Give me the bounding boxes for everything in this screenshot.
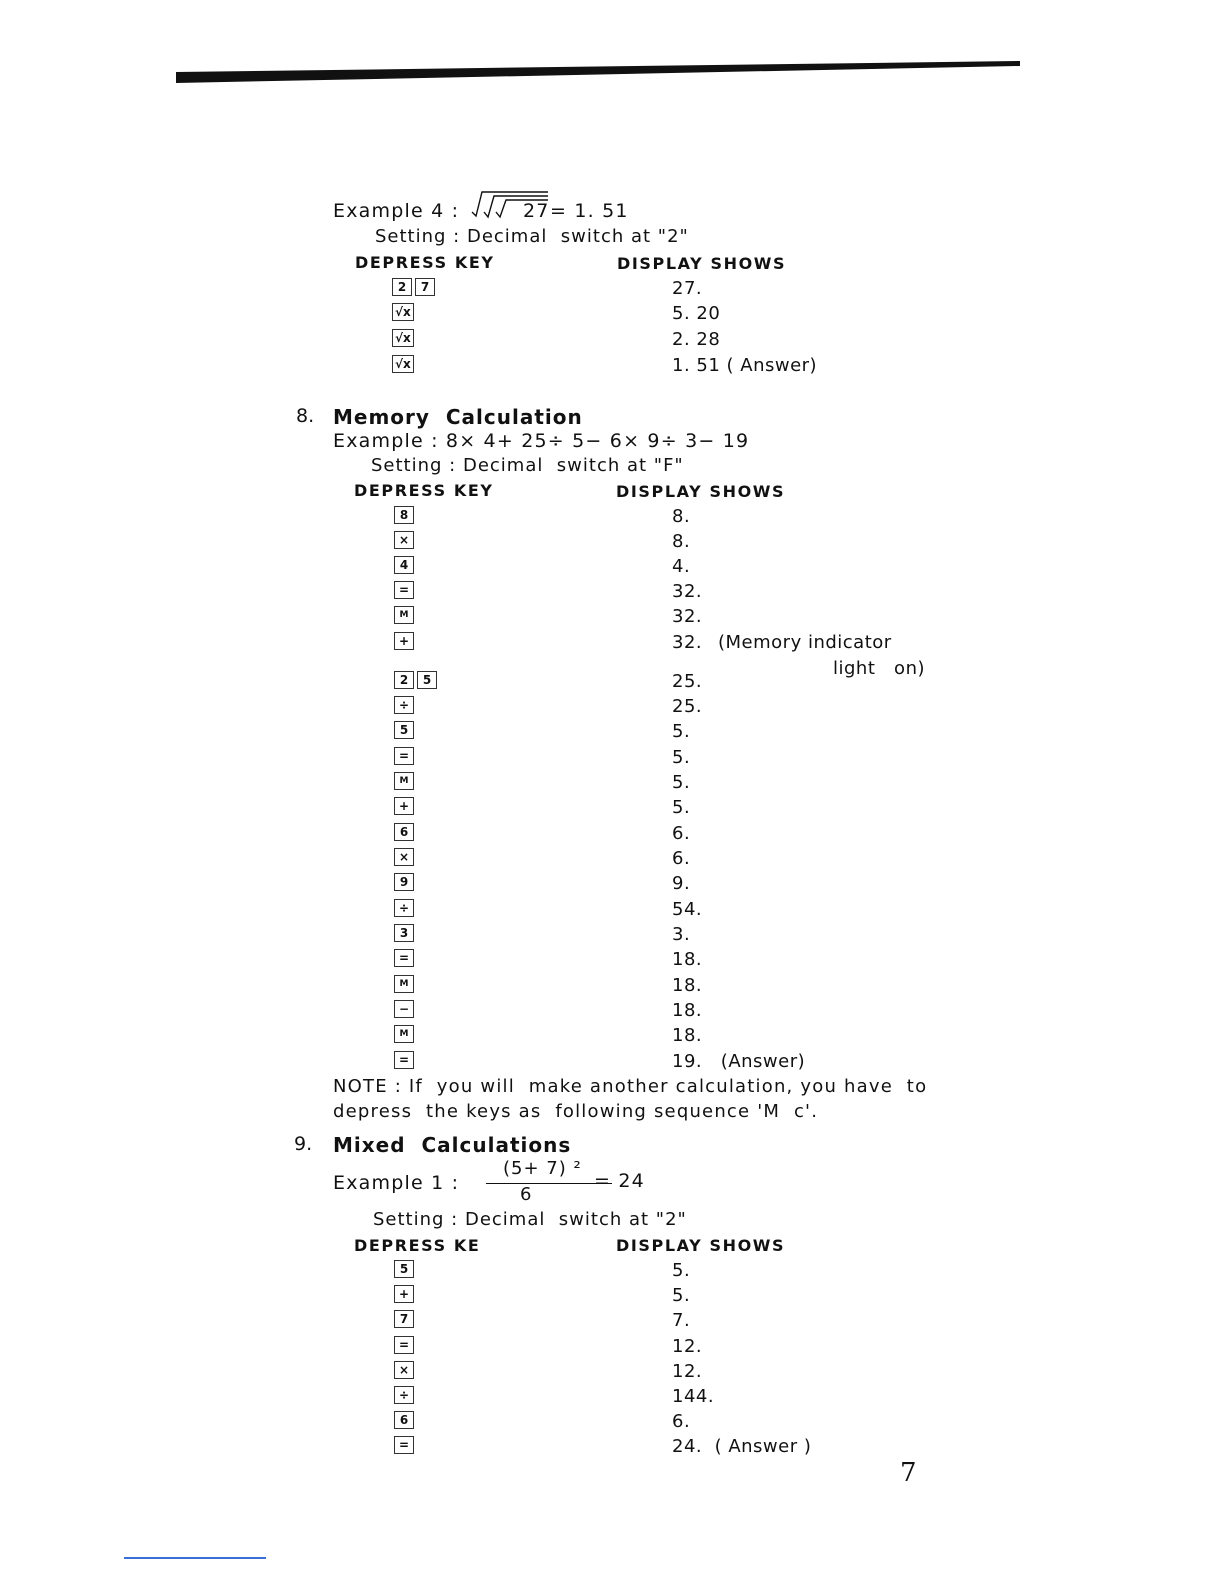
display-value: 2. 28 (672, 329, 721, 350)
display-value: 24. ( Answer ) (672, 1436, 812, 1457)
key-sequence (394, 1260, 414, 1278)
display-value: 3. (672, 924, 691, 945)
note-line-2: depress the keys as following sequence 'M c'. (333, 1101, 819, 1122)
display-value: 32. (672, 632, 703, 653)
key-sequence (394, 506, 414, 524)
calculator-key: 5 (394, 721, 414, 739)
display-value: 5. (672, 747, 691, 768)
key-sequence (394, 899, 414, 917)
calculator-key: √x (392, 303, 414, 321)
calculator-key: − (394, 1000, 414, 1018)
calculator-key: 4 (394, 556, 414, 574)
key-sequence (392, 278, 435, 296)
key-sequence (394, 581, 414, 599)
display-value: 8. (672, 506, 691, 527)
key-sequence (394, 606, 414, 624)
calculator-key: √x (392, 355, 414, 373)
calculator-key: × (394, 848, 414, 866)
note-line-1: NOTE : If you will make another calculation, you have to (333, 1076, 928, 1097)
key-sequence (394, 1336, 414, 1354)
memory-indicator-note: (Memory indicator (718, 632, 892, 653)
section8-example: Example : 8× 4+ 25÷ 5− 6× 9÷ 3− 19 (333, 430, 750, 452)
display-value: 5. (672, 721, 691, 742)
example4-display-header: DISPLAY SHOWS (617, 254, 787, 273)
calculator-key: 2 (392, 278, 412, 296)
section8-key-header: DEPRESS KEY (354, 481, 494, 500)
key-sequence (394, 721, 414, 739)
display-value: 1. 51 ( Answer) (672, 355, 818, 376)
calculator-key: + (394, 632, 414, 650)
section8-setting: Setting : Decimal switch at "F" (371, 455, 684, 476)
key-sequence (394, 671, 437, 689)
section9-result: = 24 (594, 1170, 645, 1192)
calculator-key: 2 (394, 671, 414, 689)
example4-label: Example 4 : (333, 200, 460, 222)
display-value: 25. (672, 671, 703, 692)
display-value: 8. (672, 531, 691, 552)
memory-indicator-note-cont: light on) (833, 658, 926, 679)
section9-setting: Setting : Decimal switch at "2" (373, 1209, 687, 1230)
key-sequence (394, 797, 414, 815)
page-number: 7 (900, 1458, 917, 1488)
calculator-key: = (394, 581, 414, 599)
key-sequence (394, 1386, 414, 1404)
section8-display-header: DISPLAY SHOWS (616, 482, 786, 501)
calculator-key: 8 (394, 506, 414, 524)
display-value: 7. (672, 1310, 691, 1331)
key-sequence (394, 924, 414, 942)
calculator-key: M (394, 1025, 414, 1043)
calculator-key: 7 (415, 278, 435, 296)
calculator-key: × (394, 1361, 414, 1379)
calculator-key: = (394, 1051, 414, 1069)
key-sequence (394, 696, 414, 714)
calculator-key: = (394, 1336, 414, 1354)
header-rule (176, 58, 1020, 84)
key-sequence (394, 1025, 414, 1043)
display-value: 18. (672, 949, 703, 970)
footer-line (124, 1557, 266, 1559)
display-value: 5. (672, 1285, 691, 1306)
display-value: 12. (672, 1336, 703, 1357)
key-sequence (394, 632, 414, 650)
key-sequence (394, 1361, 414, 1379)
calculator-key: M (394, 975, 414, 993)
display-value: 32. (672, 581, 703, 602)
key-sequence (394, 772, 414, 790)
display-value: 18. (672, 975, 703, 996)
calculator-key: M (394, 606, 414, 624)
calculator-key: = (394, 1436, 414, 1454)
calculator-key: M (394, 772, 414, 790)
key-sequence (394, 531, 414, 549)
key-sequence (394, 848, 414, 866)
display-value: 18. (672, 1000, 703, 1021)
key-sequence (394, 975, 414, 993)
key-sequence (394, 949, 414, 967)
calculator-key: = (394, 747, 414, 765)
calculator-key: 6 (394, 823, 414, 841)
display-value: 5. (672, 797, 691, 818)
section8-title: Memory Calculation (333, 405, 583, 429)
calculator-key: √x (392, 329, 414, 347)
calculator-key: ÷ (394, 1386, 414, 1404)
display-value: 18. (672, 1025, 703, 1046)
key-sequence (394, 1310, 414, 1328)
calculator-key: 5 (394, 1260, 414, 1278)
display-value: 4. (672, 556, 691, 577)
key-sequence (394, 556, 414, 574)
display-value: 54. (672, 899, 703, 920)
fraction-numerator: (5+ 7) ² (503, 1158, 582, 1179)
key-sequence (394, 1051, 414, 1069)
display-value: 5. 20 (672, 303, 721, 324)
key-sequence (392, 355, 414, 373)
section9-example-label: Example 1 : (333, 1172, 460, 1194)
key-sequence (394, 823, 414, 841)
display-value: 144. (672, 1386, 715, 1407)
display-value: 5. (672, 772, 691, 793)
key-sequence (392, 303, 414, 321)
calculator-key: 3 (394, 924, 414, 942)
section9-display-header: DISPLAY SHOWS (616, 1236, 786, 1255)
example4-setting: Setting : Decimal switch at "2" (375, 226, 689, 247)
display-value: 32. (672, 606, 703, 627)
key-sequence (392, 329, 414, 347)
display-value: 25. (672, 696, 703, 717)
example4-radicand: 27 (523, 200, 550, 222)
key-sequence (394, 1436, 414, 1454)
key-sequence (394, 1285, 414, 1303)
calculator-key: + (394, 1285, 414, 1303)
display-value: 6. (672, 823, 691, 844)
example4-key-header: DEPRESS KEY (355, 253, 495, 272)
calculator-key: 5 (417, 671, 437, 689)
key-sequence (394, 873, 414, 891)
calculator-key: 6 (394, 1411, 414, 1429)
calculator-key: ÷ (394, 899, 414, 917)
fraction-denominator: 6 (520, 1184, 533, 1205)
calculator-key: 9 (394, 873, 414, 891)
section9-title: Mixed Calculations (333, 1133, 572, 1157)
key-sequence (394, 747, 414, 765)
section9-key-header: DEPRESS KE (354, 1236, 481, 1255)
display-value: 6. (672, 1411, 691, 1432)
section8-number: 8. (296, 405, 315, 427)
calculator-key: × (394, 531, 414, 549)
display-value: 9. (672, 873, 691, 894)
key-sequence (394, 1000, 414, 1018)
section9-number: 9. (294, 1133, 313, 1155)
display-value: 5. (672, 1260, 691, 1281)
display-value: 19. (Answer) (672, 1051, 806, 1072)
calculator-key: ÷ (394, 696, 414, 714)
display-value: 12. (672, 1361, 703, 1382)
display-value: 27. (672, 278, 703, 299)
calculator-key: = (394, 949, 414, 967)
example4-result: = 1. 51 (550, 200, 629, 222)
key-sequence (394, 1411, 414, 1429)
calculator-key: 7 (394, 1310, 414, 1328)
display-value: 6. (672, 848, 691, 869)
calculator-key: + (394, 797, 414, 815)
